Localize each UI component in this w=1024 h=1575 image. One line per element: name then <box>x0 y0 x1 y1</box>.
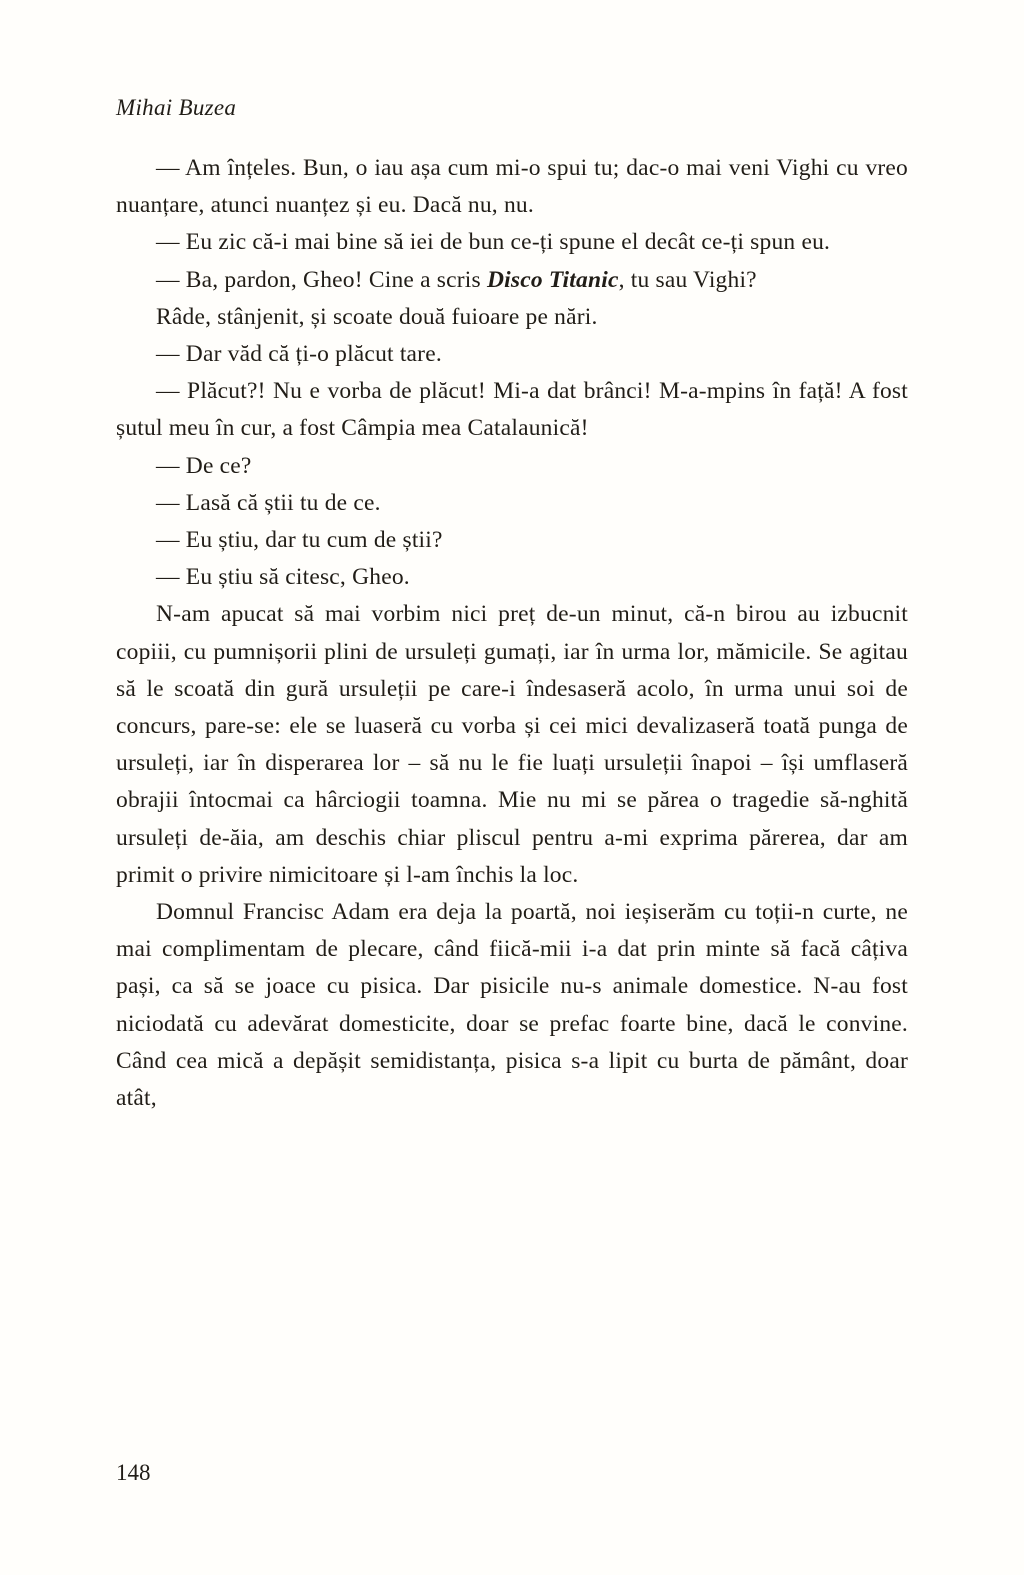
paragraph-text: — De ce? <box>156 452 252 479</box>
paragraph-text: — Eu știu să citesc, Gheo. <box>156 564 410 591</box>
paragraph-text: Râde, stânjenit, și scoate două fuioare pe nări. <box>156 303 598 330</box>
paragraph-text: — Plăcut?! Nu e vorba de plăcut! Mi-a dat brânci! M-a-mpins în față! A fost șutul meu în cur, a fost Câmpia mea Catalaunică! <box>116 378 908 442</box>
paragraph <box>116 336 908 373</box>
paragraph <box>116 373 908 447</box>
paragraph-text: N-am apucat să mai vorbim nici preț de-un minut, că-n birou au izbucnit copiii, cu pumnișorii plini de ursuleți gumați, iar în urma lor, mămicile. Se agitau să le scoată din gură ursuleții pe care-i îndesaseră acolo, în urma unui soi de concurs, pare-se: ele se luaseră cu vorba și cei mici devalizaseră toată punga de ursuleți, iar în disperarea lor – să nu le fie luați ursuleții înapoi – își umflaseră obrajii întocmai ca hârciogii toamna. Mie nu mi se părea o tragedie să-nghită ursuleți de-ăia, am deschis chiar pliscul pentru a-mi exprima părerea, dar am primit o privire nimicitoare și l-am închis la loc. <box>116 601 908 888</box>
paragraph <box>116 485 908 522</box>
paragraph <box>116 150 908 224</box>
paragraph-text: — Eu știu, dar tu cum de știi? <box>156 527 443 554</box>
paragraph <box>116 224 908 261</box>
paragraph-text: , tu sau Vighi? <box>618 266 757 293</box>
paragraph-text: — Dar văd că ți-o plăcut tare. <box>156 341 442 368</box>
text-block <box>116 150 908 1117</box>
paragraph <box>116 448 908 485</box>
paragraph <box>116 559 908 596</box>
paragraph-text: — Am înțeles. Bun, o iau așa cum mi-o spui tu; dac-o mai veni Vighi cu vreo nuanțare, atunci nuanțez și eu. Dacă nu, nu. <box>116 155 908 219</box>
paragraph-text: — Ba, pardon, Gheo! Cine a scris <box>156 266 487 293</box>
italic-title-text: Disco Titanic <box>486 266 619 293</box>
paragraph <box>116 596 908 894</box>
paragraph-text: — Lasă că știi tu de ce. <box>156 489 381 516</box>
paragraph <box>116 262 908 299</box>
paragraph <box>116 299 908 336</box>
paragraph-text: Domnul Francisc Adam era deja la poartă, noi ieșiserăm cu toții-n curte, ne mai complimentam de plecare, când fiică-mii i-a dat prin minte să facă câțiva pași, ca să se joace cu pisica. Dar pisicile nu-s animale domestice. N-au fost niciodată cu adevărat domesticite, doar se prefac foarte bine, dacă le convine. Când cea mică a depășit semidistanța, pisica s-a lipit cu burta de pământ, doar atât, <box>116 899 908 1112</box>
paragraph <box>116 522 908 559</box>
running-header-author: Mihai Buzea <box>116 95 237 120</box>
paragraph-text: — Eu zic că-i mai bine să iei de bun ce-ți spune el decât ce-ți spun eu. <box>156 229 831 256</box>
page-number: 148 <box>116 1460 151 1485</box>
paragraph <box>116 894 908 1117</box>
